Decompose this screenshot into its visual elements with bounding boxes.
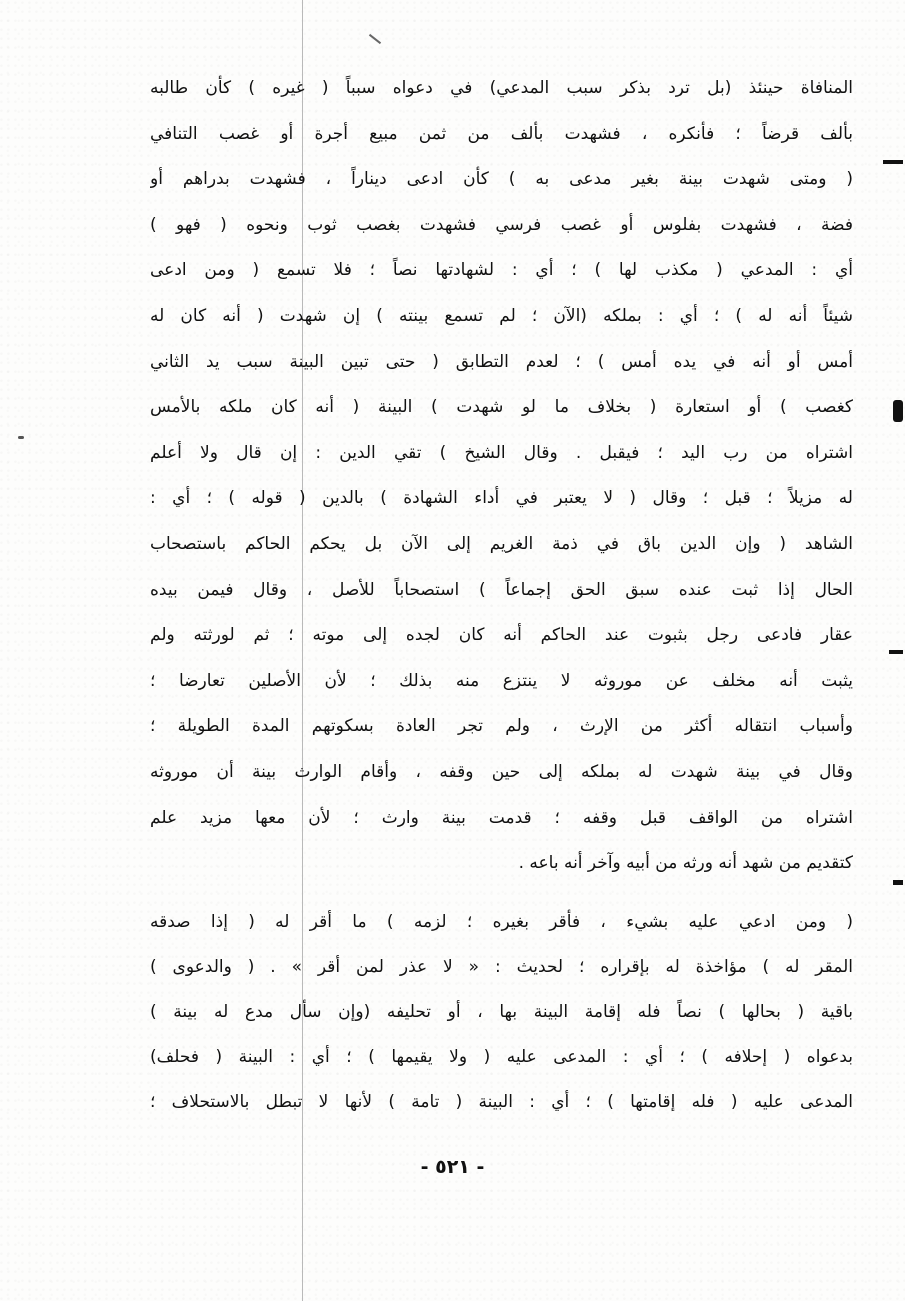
text-line: ( ومتى شهدت بينة بغير مدعى به ) كأن ادعى ديناراً ، فشهدت بدراهم أو	[150, 169, 853, 190]
text-line: بدعواه ( إحلافه ) ؛ أي : المدعى عليه ( ولا يقيمها ) ؛ أي : البينة ( فحلف)	[150, 1047, 853, 1067]
edge-mark	[883, 160, 903, 164]
scan-mark	[369, 34, 381, 44]
text-line: عقار فادعى رجل بثبوت عند الحاكم أنه كان لجده إلى موته ؛ ثم لورثته ولم	[150, 625, 853, 646]
text-line: وقال في بينة شهدت له بملكه إلى حين وقفه ، وأقام الوارث بينة أن موروثه	[150, 761, 853, 782]
text-line: كغصب ) أو استعارة ( بخلاف ما لو شهدت ) البينة ( أنه كان ملكه بالأمس	[150, 397, 853, 418]
text-line: أمس أو أنه في يده أمس ) ؛ لعدم التطابق ( حتى تبين البينة سبب يد الثاني	[150, 351, 853, 372]
text-line: الشاهد ( وإن الدين باق في ذمة الغريم إلى الآن بل يحكم الحاكم باستصحاب	[150, 533, 853, 554]
text-line: بألف قرضاً ؛ فأنكره ، فشهدت بألف من ثمن مبيع أجرة أو غصب التنافي	[150, 123, 853, 144]
paragraph-2	[150, 900, 853, 1125]
text-line: ( ومن ادعي عليه بشيء ، فأقر بغيره ؛ لزمه ) ما أقر له ( إذا صدقه	[150, 912, 853, 932]
text-line: فضة ، فشهدت بفلوس أو غصب فرسي فشهدت بغصب ثوب ونحوه ( فهو )	[150, 214, 853, 235]
page-number: - ٥٢١ -	[420, 1156, 485, 1178]
text-line: وأسباب انتقاله أكثر من الإرث ، ولم تجر العادة بسكوتهم المدة الطويلة ؛	[150, 716, 853, 737]
text-line: المنافاة حينئذ (بل ترد بذكر سبب المدعي) في دعواه سبباً ( غيره ) كأن طالبه	[150, 78, 853, 98]
text-line: باقية ( بحالها ) نصاً فله إقامة البينة بها ، أو تحليفه (وإن سأل مدع له بينة )	[150, 1002, 853, 1022]
text-line: اشتراه من رب اليد ؛ فيقبل . وقال الشيخ ) تقي الدين : إن قال ولا أعلم	[150, 442, 853, 463]
text-line: الحال إذا ثبت عنده سبق الحق إجماعاً ) استصحاباً للأصل ، وقال فيمن بيده	[150, 579, 853, 600]
text-line: اشتراه من الواقف قبل وقفه ؛ قدمت بينة وارث ؛ لأن معها مزيد علم	[150, 807, 853, 828]
edge-mark	[889, 650, 903, 654]
text-line: أي : المدعي ( مكذب لها ) ؛ أي : لشهادتها نصاً ؛ فلا تسمع ( ومن ادعى	[150, 260, 853, 281]
text-line: يثبت أنه مخلف عن موروثه لا ينتزع منه بذلك ؛ لأن الأصلين تعارضا ؛	[150, 670, 853, 691]
scan-speck	[18, 436, 24, 439]
text-line: المقر له ) مؤاخذة له بإقراره ؛ لحديث : « لا عذر لمن أقر » . ( والدعوى )	[150, 957, 853, 977]
text-line: كتقديم من شهد أنه ورثه من أبيه وآخر أنه باعه .	[518, 853, 853, 874]
text-line: المدعى عليه ( فله إقامتها ) ؛ أي : البينة ( تامة ) لأنها لا تبطل بالاستحلاف ؛	[150, 1092, 853, 1112]
edge-mark	[893, 400, 903, 422]
text-line: شيئاً أنه له ) ؛ أي : بملكه (الآن ؛ لم تسمع بينته ) إن شهدت ( أنه كان له	[150, 305, 853, 326]
edge-mark	[893, 880, 903, 885]
text-line: له مزيلاً ؛ قبل ؛ وقال ( لا يعتبر في أداء الشهادة ) بالدين ( قوله ) ؛ أي :	[150, 488, 853, 509]
paragraph-1	[150, 66, 853, 887]
